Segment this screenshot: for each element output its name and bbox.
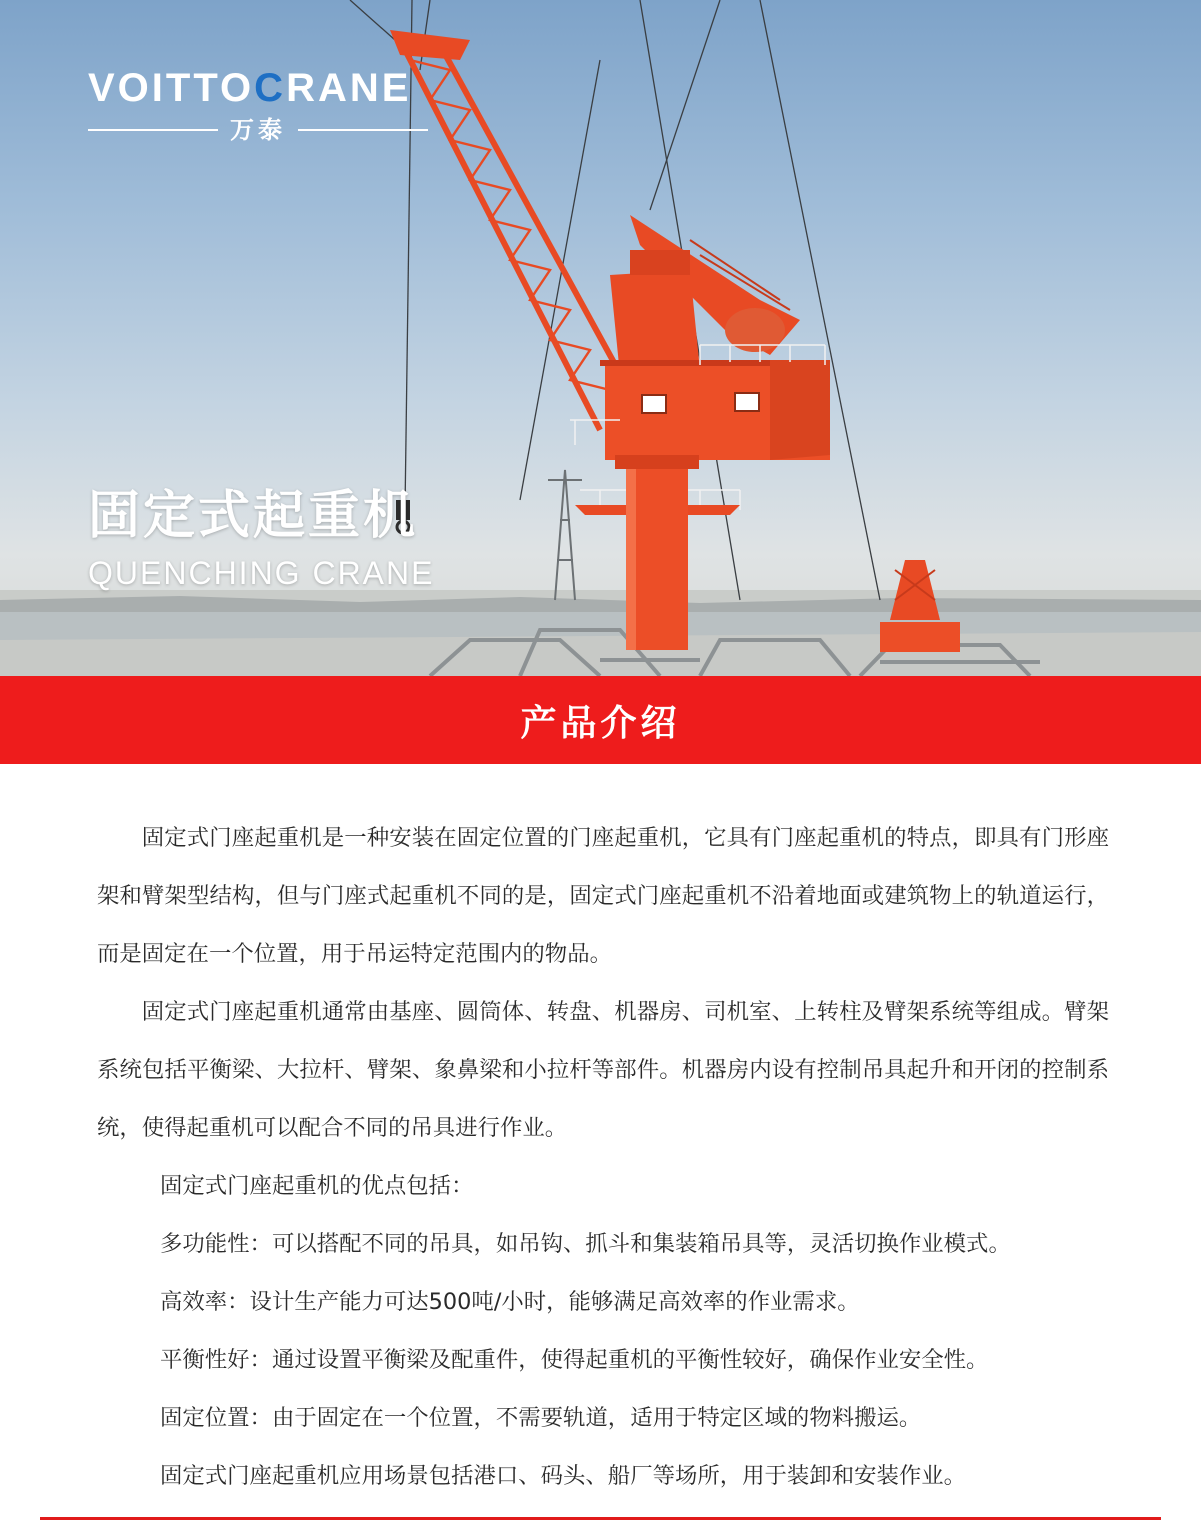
logo-wordmark-accent: C bbox=[254, 66, 287, 110]
intro-paragraph: 固定式门座起重机是一种安装在固定位置的门座起重机，它具有门座起重机的特点，即具有门形座架和臂架型结构，但与门座式起重机不同的是，固定式门座起重机不沿着地面或建筑物上的轨道运行，而是固定在一个位置，用于吊运特定范围内的物品。 bbox=[97, 825, 1109, 967]
advantage-item: 固定位置：由于固定在一个位置，不需要轨道，适用于特定区域的物料搬运。 bbox=[160, 1405, 922, 1431]
hero-banner bbox=[0, 0, 1201, 676]
applications-line: 固定式门座起重机应用场景包括港口、码头、船厂等场所，用于装卸和安装作业。 bbox=[160, 1463, 967, 1489]
components-paragraph: 固定式门座起重机通常由基座、圆筒体、转盘、机器房、司机室、上转柱及臂架系统等组成。臂架系统包括平衡梁、大拉杆、臂架、象鼻梁和小拉杆等部件。机器房内设有控制吊具起升和开闭的控制系统，使得起重机可以配合不同的吊具进行作业。 bbox=[97, 999, 1109, 1141]
brand-logo bbox=[88, 66, 428, 144]
advantage-item: 高效率：设计生产能力可达500吨/小时，能够满足高效率的作业需求。 bbox=[160, 1289, 860, 1315]
hero-subtitle: QUENCHING CRANE bbox=[88, 555, 435, 591]
logo-divider-right bbox=[298, 129, 428, 131]
section-title: 产品介绍 bbox=[520, 702, 681, 744]
advantage-item: 多功能性：可以搭配不同的吊具，如吊钩、抓斗和集装箱吊具等，灵活切换作业模式。 bbox=[160, 1231, 1011, 1257]
section-banner bbox=[0, 676, 1201, 764]
product-description bbox=[97, 809, 1109, 1505]
logo-divider-left bbox=[88, 129, 218, 131]
advantages-intro: 固定式门座起重机的优点包括： bbox=[160, 1173, 474, 1199]
logo-wordmark-part1: VOITTO bbox=[88, 66, 255, 110]
advantage-item: 平衡性好：通过设置平衡梁及配重件，使得起重机的平衡性较好，确保作业安全性。 bbox=[160, 1347, 989, 1373]
logo-subline bbox=[88, 116, 428, 144]
logo-wordmark bbox=[88, 66, 428, 110]
logo-chinese-name: 万泰 bbox=[230, 116, 286, 144]
logo-wordmark-part2: RANE bbox=[286, 66, 412, 110]
hero-title: 固定式起重机 bbox=[88, 486, 419, 546]
bottom-divider bbox=[40, 1517, 1161, 1520]
